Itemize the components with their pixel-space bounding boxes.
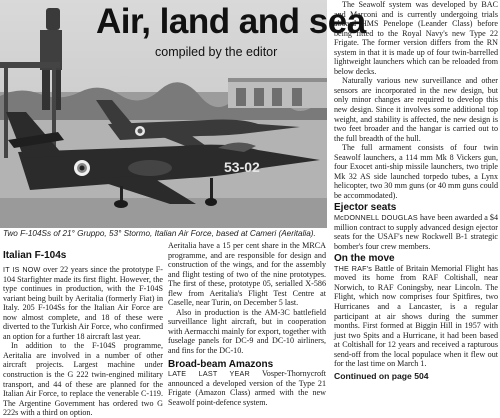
column-2 — [168, 241, 326, 407]
lead-in: McDONNELL DOUGLAS — [334, 213, 418, 223]
tail-code: 53-02 — [224, 159, 260, 175]
paragraph — [168, 308, 326, 356]
paragraph-text: have been awarded a $4 million contract to supply advanced design ejector seats for the USAF's new Rockwell B-1 strategic bomber's four crew members. — [334, 213, 499, 251]
paragraph — [334, 76, 498, 143]
lead-in: IT IS NOW — [3, 265, 41, 274]
paragraph — [168, 241, 326, 308]
paragraph — [334, 0, 498, 76]
paragraph-text: Naturally various new surveillance and other sensors are incorporated in the new design, but only minor changes are required to develop this new design. Since it involves some additional top weight, and stability is affected, the new design is two feet broader and the hangar is carried out to the full breadth of the hull. — [334, 76, 498, 143]
continued-link[interactable]: Continued on page 504 — [334, 370, 429, 381]
column-3 — [334, 0, 498, 381]
column-1 — [3, 265, 163, 418]
paragraph-text: The Seawolf system was developed by BAC and Marconi and is currently undergoing trials aboard HMS Penelope (Leander Class) before being fitted to the Royal Navy's new Type 22 Frigate. The former version differs from the RN system in that it is made up of four twin-barrelled lightweight launchers which can be reloaded from below decks. — [334, 0, 498, 76]
heading-on-the-move: On the move — [334, 253, 395, 265]
paragraph — [334, 264, 498, 369]
paragraph-text: In addition to the F-104S programme, Aeritalia are involved in a number of other aircraft projects. Largest machine under construction is the G 222 twin-engined military transport, and 44 of these are planned for the Italian Air Force, to replace the venerable C-119. The Argentine Government has ordered two G 222s with a third on option. — [3, 341, 163, 418]
paragraph-text: Also in production is the AM-3C battlefield surveillance light aircraft, but in cooperation with Aermacchi mainly for export, together with fuselage panels for DC-9 and DC-10 airliners, and fins for the DC-10. — [168, 307, 326, 356]
heading-italian-f104s: Italian F-104s — [3, 250, 67, 261]
photo-caption: Two F-104Ss of 21° Gruppo, 53° Stormo, Italian Air Force, based at Cameri (Aeritalia). — [3, 229, 316, 238]
paragraph — [334, 143, 498, 200]
byline: compiled by the editor — [155, 45, 278, 59]
lead-in: LATE LAST YEAR — [168, 369, 250, 379]
paragraph-text: Aeritalia have a 15 per cent share in the MRCA programme, and are responsible for design and construction of the wings, and for the assembly and flight testing of two of the nine prototypes. The first of these, prototype 05, serialled X-586 flew from Aeritalia's Flight Test Centre at Caselle, near Turin, on December 5 last. — [168, 241, 326, 308]
paragraph — [3, 265, 163, 341]
heading-ejector-seats: Ejector seats — [334, 202, 397, 214]
paragraph-text: Battle of Britain Memorial Flight has moved its home from RAF Coltishall, near Norwich, to RAF Coningsby, near Lincoln. The Flight, which now comprises four Spitfires, two Hurricanes and a Lancaster, is a regular participant at air shows during the summer months. First formed at Biggin Hill in 1957 with just two Spits and a Hurricane, it had been based at Coltishall for 12 years and received a rapturous send-off from the local populace when it flew out for the last time on March 1. — [334, 263, 498, 369]
lead-in: THE RAF's — [334, 263, 373, 273]
paragraph — [3, 341, 163, 417]
paragraph — [334, 213, 498, 251]
page-title: Air, land and sea — [96, 2, 366, 41]
paragraph — [168, 369, 326, 407]
paragraph-text: Vosper-Thornycroft announced a developed version of the Type 21 Frigate (Amazon Class) armed with the new Seawolf point-defence system. — [168, 369, 326, 407]
paragraph-text: The full armament consists of four twin Seawolf launchers, a 114 mm Mk 8 Vickers gun, four Exocet anti-ship missile launchers, two triple Mk 32 AS side launched torpedo tubes, a Lynx helicopter, two 30 mm guns (or 40 mm guns could be accommodated). — [334, 143, 498, 200]
paragraph-text: over 22 years since the prototype F-104 Starfighter made its first flight. However, the type continues in production, with the F-104S variant being built by Aeritalia (formerly Fiat) in Italy. 205 F-104Ss for the Italian Air Force are now almost complete, and 18 of these were diverted to the Turkish Air Force, who confirmed an option for a further 18 aircraft last year. — [3, 265, 163, 341]
heading-broad-beam: Broad-beam Amazons — [168, 358, 274, 370]
